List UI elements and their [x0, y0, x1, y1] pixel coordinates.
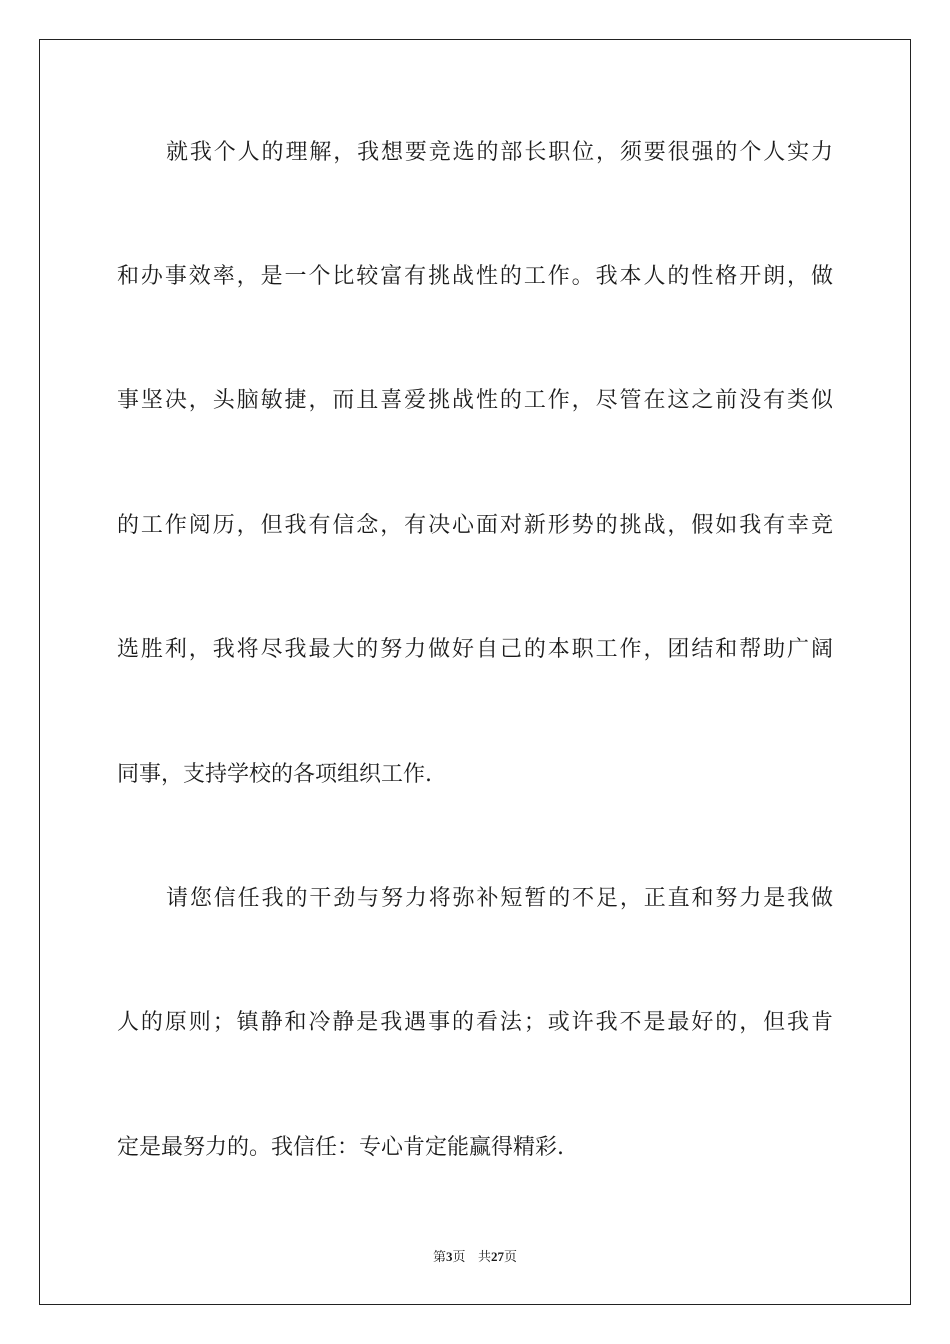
- paragraph-1-line-1: 就我个人的理解，我想要竞选的部长职位，须要很强的个人实力: [166, 140, 833, 165]
- page-footer: [0, 1248, 950, 1267]
- paragraph-1-line-6: 同事，支持学校的各项组织工作.: [117, 762, 432, 787]
- paragraph-1-line-2: 和办事效率，是一个比较富有挑战性的工作。我本人的性格开朗，做: [117, 264, 833, 289]
- paragraph-2-line-1: 请您信任我的干劲与努力将弥补短暂的不足，正直和努力是我做: [166, 886, 833, 911]
- footer-total-prefix: 共: [477, 1250, 491, 1265]
- paragraph-1-line-5: 选胜利，我将尽我最大的努力做好自己的本职工作，团结和帮助广阔: [117, 637, 833, 662]
- paragraph-1-line-4: 的工作阅历，但我有信念，有决心面对新形势的挑战，假如我有幸竞: [117, 513, 833, 538]
- footer-total-pages: 27: [490, 1249, 504, 1264]
- footer-page-number: 3: [446, 1249, 453, 1264]
- page-border: [39, 39, 911, 1305]
- footer-page-suffix: 页: [452, 1250, 466, 1265]
- footer-total-suffix: 页: [503, 1250, 517, 1265]
- paragraph-2-line-2: 人的原则；镇静和冷静是我遇事的看法；或许我不是最好的，但我肯: [117, 1010, 833, 1035]
- paragraph-1-line-3: 事坚决，头脑敏捷，而且喜爱挑战性的工作，尽管在这之前没有类似: [117, 388, 833, 413]
- footer-page-prefix: 第: [433, 1250, 447, 1265]
- paragraph-2-line-3: 定是最努力的。我信任：专心肯定能赢得精彩.: [117, 1135, 564, 1160]
